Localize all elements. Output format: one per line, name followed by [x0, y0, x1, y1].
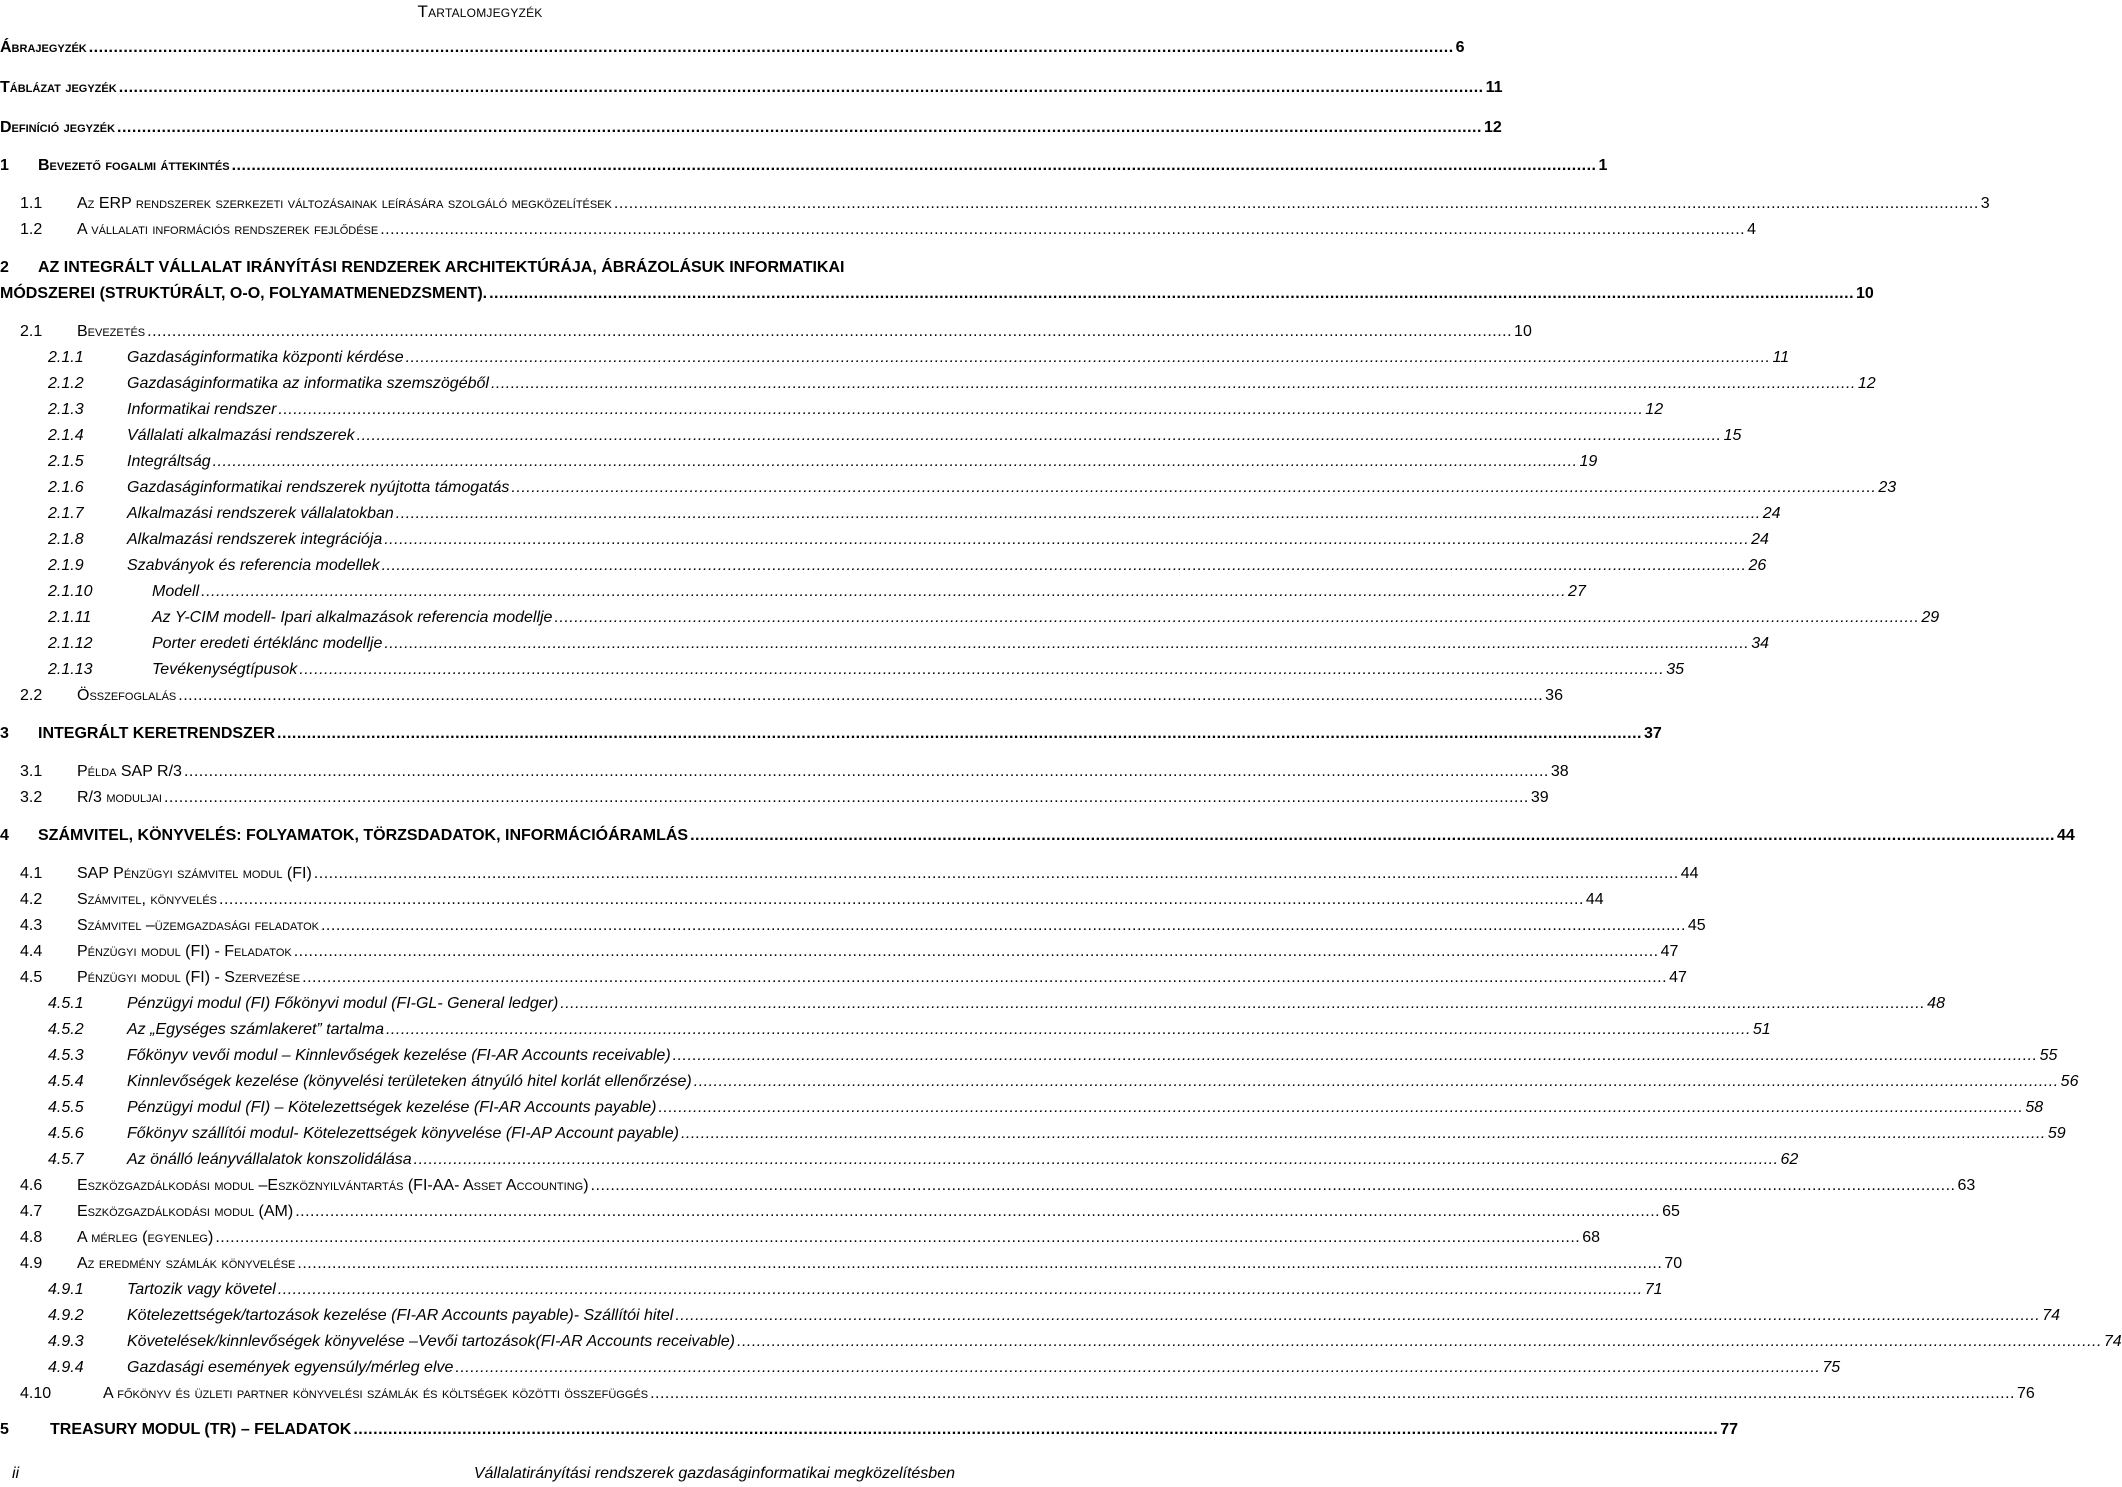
toc-leader-dots	[278, 1280, 1643, 1299]
toc-entry[interactable]	[48, 1280, 1663, 1299]
toc-entry[interactable]	[0, 38, 1465, 57]
toc-entry-page: 51	[1752, 1021, 1771, 1038]
toc-leader-dots	[384, 634, 1749, 653]
toc-entry-text: Példa SAP R/3	[77, 763, 182, 780]
toc-entry-number: 4.9.4	[48, 1359, 84, 1376]
toc-entry-number: 4.8	[20, 1229, 43, 1246]
toc-leader-dots	[694, 1072, 2059, 1091]
toc-entry[interactable]	[20, 220, 1757, 239]
toc-entry[interactable]	[48, 530, 1769, 549]
toc-entry-page: 74	[2103, 1333, 2122, 1350]
toc-entry-text: Kötelezettségek/tartozások kezelése (FI-AR Accounts payable)- Szállítói hitel	[127, 1307, 674, 1324]
toc-leader-dots	[511, 478, 1876, 497]
toc-entry-text: Az Y-CIM modell- Ipari alkalmazások referencia modellje	[152, 609, 553, 626]
page-title: Tartalomjegyzék	[417, 2, 543, 21]
toc-leader-dots	[614, 194, 1979, 213]
toc-entry-text: Pénzügyi modul (FI) – Kötelezettségek kezelése (FI-AR Accounts payable)	[127, 1099, 657, 1116]
toc-leader-dots	[353, 1420, 1718, 1439]
toc-leader-dots	[386, 1020, 1751, 1039]
page-number: ii	[12, 1465, 20, 1482]
toc-entry-page: 10	[1514, 323, 1532, 340]
toc-entry[interactable]	[48, 426, 1742, 445]
toc-entry-page: 29	[1921, 609, 1940, 626]
toc-leader-dots	[396, 504, 1761, 523]
toc-entry-page: 68	[1582, 1229, 1601, 1246]
toc-entry-text: Alkalmazási rendszerek integrációja	[127, 531, 383, 548]
toc-entry-page: 23	[1878, 479, 1897, 496]
toc-entry-number: 4.9.1	[48, 1281, 84, 1298]
toc-leader-dots	[147, 322, 1512, 341]
toc-entry-text: Informatikai rendszer	[127, 401, 277, 418]
toc-entry-number: 4.1	[20, 865, 43, 882]
toc-leader-dots	[119, 78, 1484, 97]
toc-entry-page: 35	[1666, 661, 1684, 678]
toc-entry-page: 26	[1748, 557, 1767, 574]
footer-title: Vállalatirányítási rendszerek gazdaságinformatikai megközelítésben	[473, 1465, 955, 1482]
toc-entry-text: Vállalati alkalmazási rendszerek	[127, 427, 355, 444]
toc-entry-page: 6	[1455, 39, 1465, 56]
toc-entry-number: 4.5.4	[48, 1073, 84, 1090]
toc-entry[interactable]	[20, 686, 1563, 705]
toc-entry-page: 56	[2060, 1073, 2079, 1090]
toc-entry[interactable]	[48, 504, 1781, 523]
toc-entry-number: 2.1.12	[48, 635, 93, 652]
toc-entry-text: Táblázat jegyzék	[0, 79, 117, 96]
toc-entry-text: Bevezető fogalmi áttekintés	[38, 157, 230, 174]
toc-entry[interactable]	[20, 322, 1532, 341]
toc-entry-text: Számvitel, könyvelés	[77, 891, 217, 908]
toc-entry-text: R/3 moduljai	[77, 789, 162, 806]
toc-entry-text: Főkönyv szállítói modul- Kötelezettségek könyvelése (FI-AP Account payable)	[127, 1125, 679, 1142]
toc-leader-dots	[491, 374, 1856, 393]
toc-entry-text: Alkalmazási rendszerek vállalatokban	[127, 505, 394, 522]
toc-entry[interactable]	[0, 118, 1502, 137]
toc-leader-dots	[380, 220, 1745, 239]
toc-entry-number: 2.1.8	[48, 531, 84, 548]
toc-entry-text-line1: AZ INTEGRÁLT VÁLLALAT IRÁNYÍTÁSI RENDZEREK ARCHITEKTÚRÁJA, ÁBRÁZOLÁSUK INFORMATIKAI	[38, 259, 845, 276]
toc-entry-page: 77	[1720, 1421, 1739, 1438]
toc-entry-number: 2	[0, 259, 9, 276]
toc-entry[interactable]	[20, 1254, 1683, 1273]
toc-entry-number: 4.10	[20, 1385, 52, 1402]
toc-leader-dots	[357, 426, 1722, 445]
toc-entry-page: 48	[1927, 995, 1945, 1012]
toc-entry-number: 2.1.13	[48, 661, 93, 678]
toc-leader-dots	[382, 556, 1747, 575]
toc-entry-text: Eszközgazdálkodási modul –Eszköznyilvántartás (FI-AA- Asset Accounting)	[77, 1177, 589, 1194]
toc-entry-number: 4.2	[20, 891, 43, 908]
toc-entry[interactable]	[0, 724, 1662, 743]
toc-leader-dots	[681, 1124, 2046, 1143]
toc-entry-number: 1	[0, 157, 9, 174]
toc-entry-page: 44	[1585, 891, 1604, 908]
toc-entry-text: Gazdaságinformatika az informatika szemszögéből	[127, 375, 489, 392]
toc-entry[interactable]	[20, 1202, 1680, 1221]
toc-entry[interactable]	[20, 1384, 2035, 1403]
toc-entry-page: 63	[1957, 1177, 1976, 1194]
toc-leader-dots	[384, 530, 1749, 549]
toc-entry[interactable]	[48, 1046, 2058, 1065]
toc-leader-dots	[215, 1228, 1580, 1247]
toc-entry-page: 11	[1485, 79, 1503, 96]
toc-leader-dots	[406, 348, 1771, 367]
toc-entry[interactable]	[0, 1420, 1739, 1439]
toc-entry-text: MÓDSZEREI (STRUKTÚRÁLT, O-O, FOLYAMATMENEDZSMENT).	[0, 285, 488, 302]
toc-entry-number: 4.5	[20, 969, 43, 986]
toc-entry-number: 4	[0, 827, 9, 844]
toc-entry-text: Összefoglalás	[77, 687, 177, 704]
toc-entry-page: 47	[1660, 943, 1679, 960]
toc-entry-text: SAP Pénzügyi számvitel modul (FI)	[77, 865, 312, 882]
toc-leader-dots	[675, 1306, 2040, 1325]
toc-entry-text: Az ERP rendszerek szerkezeti változásainak leírására szolgáló megközelítések	[77, 195, 612, 212]
toc-leader-dots	[295, 1202, 1660, 1221]
toc-entry-page: 11	[1772, 349, 1790, 366]
toc-leader-dots	[297, 1254, 1662, 1273]
toc-entry-page: 4	[1747, 221, 1757, 238]
toc-leader-dots	[294, 942, 1659, 961]
toc-leader-dots	[277, 724, 1642, 743]
toc-entry-text: SZÁMVITEL, KÖNYVELÉS: FOLYAMATOK, TÖRZSDADATOK, INFORMÁCIÓÁRAMLÁS	[38, 827, 689, 844]
toc-entry-number: 4.9.2	[48, 1307, 84, 1324]
toc-entry[interactable]	[48, 660, 1684, 679]
toc-entry[interactable]	[48, 1020, 1771, 1039]
toc-entry-page: 55	[2039, 1047, 2058, 1064]
toc-entry-text: Kinnlevőségek kezelése (könyvelési területeken átnyúló hitel korlát ellenőrzése)	[127, 1073, 692, 1090]
toc-entry[interactable]	[48, 608, 1940, 627]
toc-entry-page: 37	[1643, 725, 1662, 742]
toc-entry-number: 4.5.2	[48, 1021, 84, 1038]
toc-entry[interactable]	[48, 374, 1876, 393]
toc-entry-text: Porter eredeti értéklánc modellje	[152, 635, 383, 652]
toc-entry-text: Az eredmény számlák könyvelése	[77, 1255, 296, 1272]
toc-entry-page: 47	[1669, 969, 1687, 986]
toc-entry[interactable]	[20, 968, 1687, 987]
toc-entry-number: 4.5.3	[48, 1047, 84, 1064]
toc-leader-dots	[178, 686, 1543, 705]
toc-entry-number: 3.2	[20, 789, 43, 806]
toc-entry[interactable]	[48, 348, 1790, 367]
toc-entry-page: 45	[1687, 917, 1706, 934]
toc-entry-number: 2.1.9	[48, 557, 84, 574]
toc-entry-page: 71	[1644, 1281, 1663, 1298]
toc-entry[interactable]	[48, 1124, 2066, 1143]
toc-entry-page: 44	[2057, 827, 2075, 844]
toc-entry-text: INTEGRÁLT KERETRENDSZER	[38, 725, 276, 742]
toc-leader-dots	[650, 1384, 2015, 1403]
toc-entry-number: 1.2	[20, 221, 43, 238]
toc-entry-text: Pénzügyi modul (FI) - Feladatok	[77, 943, 292, 960]
toc-entry-number: 2.1.7	[48, 505, 84, 522]
toc-entry-page: 44	[1680, 865, 1699, 882]
toc-entry-page: 36	[1545, 687, 1563, 704]
toc-entry-text: A főkönyv és üzleti partner könyvelési számlák és költségek közötti összefüggés	[103, 1385, 649, 1402]
toc-entry[interactable]	[0, 156, 1608, 175]
toc-entry[interactable]	[0, 826, 2075, 845]
toc-entry-text: Pénzügyi modul (FI) - Szervezése	[77, 969, 301, 986]
toc-entry-text: Eszközgazdálkodási modul (AM)	[77, 1203, 294, 1220]
toc-entry-page: 58	[2025, 1099, 2044, 1116]
toc-leader-dots	[321, 916, 1686, 935]
toc-entry-number: 2.1.11	[48, 609, 92, 626]
toc-leader-dots	[299, 660, 1664, 679]
toc-entry-text: Ábrajegyzék	[0, 39, 87, 56]
toc-entry[interactable]	[48, 1306, 2061, 1325]
toc-entry[interactable]	[48, 1098, 2044, 1117]
toc-entry-number: 4.7	[20, 1203, 43, 1220]
toc-entry-number: 2.1	[20, 323, 43, 340]
toc-entry[interactable]	[0, 78, 1503, 97]
toc-entry-text: Bevezetés	[77, 323, 146, 340]
toc-leader-dots	[560, 994, 1925, 1013]
toc-entry[interactable]	[20, 942, 1679, 961]
toc-entry[interactable]	[20, 890, 1604, 909]
toc-entry-text: A vállalati információs rendszerek fejlődése	[77, 221, 379, 238]
toc-leader-dots	[414, 1150, 1779, 1169]
toc-entry-number: 2.1.3	[48, 401, 84, 418]
toc-entry-number: 1.1	[20, 195, 43, 212]
toc-entry-page: 76	[2016, 1385, 2035, 1402]
toc-entry-text: Gazdaságinformatika központi kérdése	[127, 349, 404, 366]
toc-leader-dots	[658, 1098, 2023, 1117]
toc-leader-dots	[89, 38, 1454, 57]
toc-leader-dots	[737, 1332, 2102, 1351]
toc-leader-dots	[591, 1176, 1956, 1195]
toc-entry-text: Tartozik vagy követel	[127, 1281, 276, 1298]
toc-entry-text: Gazdasági események egyensúly/mérleg elve	[127, 1359, 454, 1376]
toc-leader-dots	[314, 864, 1679, 883]
toc-entry-number: 4.9	[20, 1255, 43, 1272]
toc-leader-dots	[117, 118, 1482, 137]
toc-entry-text: TREASURY MODUL (TR) – FELADATOK	[50, 1421, 352, 1438]
toc-entry-number: 4.6	[20, 1177, 43, 1194]
toc-leader-dots	[673, 1046, 2038, 1065]
toc-entry-page: 74	[2042, 1307, 2061, 1324]
toc-entry-text: A mérleg (egyenleg)	[77, 1229, 214, 1246]
toc-entry-text: Modell	[152, 583, 200, 600]
toc-entry[interactable]	[48, 634, 1770, 653]
toc-entry-text: Integráltság	[127, 453, 211, 470]
toc-entry-number: 5	[0, 1421, 9, 1438]
toc-leader-dots	[164, 788, 1529, 807]
toc-entry-number: 2.1.6	[48, 479, 84, 496]
toc-entry[interactable]	[48, 452, 1598, 471]
toc-entry[interactable]	[48, 400, 1664, 419]
toc-entry-page: 1	[1598, 157, 1608, 174]
toc-leader-dots	[302, 968, 1667, 987]
toc-entry-number: 4.5.7	[48, 1151, 84, 1168]
toc-entry-number: 2.1.2	[48, 375, 84, 392]
toc-entry-number: 4.9.3	[48, 1333, 84, 1350]
toc-entry-page: 12	[1483, 119, 1502, 136]
toc-entry-page: 59	[2047, 1125, 2066, 1142]
toc-entry-page: 39	[1530, 789, 1549, 806]
toc-entry[interactable]	[48, 994, 1945, 1013]
toc-entry-text: Tevékenységtípusok	[152, 661, 298, 678]
toc-entry-number: 4.5.6	[48, 1125, 84, 1142]
toc-entry-page: 62	[1780, 1151, 1799, 1168]
toc-entry-number: 3	[0, 725, 9, 742]
toc-entry-page: 10	[1856, 285, 1874, 302]
toc-entry-text: Követelések/kinnlevőségek könyvelése –Vevői tartozások(FI-AR Accounts receivable)	[127, 1333, 735, 1350]
toc-entry[interactable]	[20, 1228, 1601, 1247]
toc-entry-page: 24	[1751, 531, 1769, 548]
toc-entry[interactable]	[20, 916, 1706, 935]
toc-entry[interactable]	[20, 788, 1549, 807]
toc-entry[interactable]	[48, 1332, 2122, 1351]
toc-entry-text: Az önálló leányvállalatok konszolidálása	[127, 1151, 412, 1168]
toc-entry[interactable]	[20, 762, 1569, 781]
toc-entry-number: 4.5.5	[48, 1099, 84, 1116]
toc-entry-text: Az „Egységes számlakeret” tartalma	[127, 1021, 384, 1038]
toc-entry-text: Számvitel –üzemgazdasági feladatok	[77, 917, 319, 934]
toc-entry-page: 24	[1762, 505, 1781, 522]
toc-entry-page: 12	[1857, 375, 1876, 392]
toc-entry-line1	[0, 258, 844, 277]
toc-entry-number: 2.2	[20, 687, 43, 704]
toc-entry-text: Gazdaságinformatikai rendszerek nyújtotta támogatás	[127, 479, 510, 496]
toc-leader-dots	[554, 608, 1919, 627]
toc-entry-number: 3.1	[20, 763, 43, 780]
toc-entry-text: Definíció jegyzék	[0, 119, 116, 136]
toc-entry-page: 19	[1579, 453, 1598, 470]
toc-entry[interactable]	[20, 864, 1699, 883]
toc-entry-number: 2.1.4	[48, 427, 84, 444]
toc-entry-page: 12	[1645, 401, 1664, 418]
toc-entry-page: 3	[1980, 195, 1990, 212]
toc-entry-number: 4.4	[20, 943, 43, 960]
toc-entry-page: 27	[1568, 583, 1586, 600]
toc-leader-dots	[213, 452, 1578, 471]
toc-entry-text: Főkönyv vevői modul – Kinnlevőségek kezelése (FI-AR Accounts receivable)	[127, 1047, 671, 1064]
toc-leader-dots	[489, 284, 1854, 303]
toc-entry[interactable]	[48, 582, 1586, 601]
toc-entry-page: 70	[1664, 1255, 1683, 1272]
toc-entry-page: 15	[1723, 427, 1742, 444]
toc-leader-dots	[690, 826, 2055, 845]
toc-entry-number: 2.1.5	[48, 453, 84, 470]
toc-leader-dots	[184, 762, 1549, 781]
toc-entry[interactable]	[48, 1072, 2079, 1091]
toc-entry-text: Szabványok és referencia modellek	[127, 557, 380, 574]
toc-entry-page: 65	[1662, 1203, 1680, 1220]
toc-leader-dots	[278, 400, 1643, 419]
toc-entry-text: Pénzügyi modul (FI) Főkönyvi modul (FI-GL- General ledger)	[127, 995, 559, 1012]
toc-entry-number: 2.1.10	[48, 583, 93, 600]
toc-entry[interactable]	[20, 194, 1990, 213]
toc-entry[interactable]	[0, 284, 1874, 303]
toc-entry-number: 2.1.1	[48, 349, 84, 366]
toc-entry-number: 4.5.1	[48, 995, 84, 1012]
toc-entry[interactable]	[20, 1176, 1976, 1195]
toc-leader-dots	[219, 890, 1584, 909]
toc-leader-dots	[232, 156, 1597, 175]
toc-entry[interactable]	[48, 478, 1897, 497]
toc-leader-dots	[455, 1358, 1820, 1377]
toc-leader-dots	[201, 582, 1566, 601]
toc-entry[interactable]	[48, 1358, 1841, 1377]
toc-entry-page: 38	[1550, 763, 1569, 780]
toc-entry-page: 34	[1751, 635, 1770, 652]
toc-entry-number: 4.3	[20, 917, 43, 934]
toc-entry[interactable]	[48, 1150, 1799, 1169]
toc-entry-page: 75	[1822, 1359, 1841, 1376]
toc-entry[interactable]	[48, 556, 1767, 575]
